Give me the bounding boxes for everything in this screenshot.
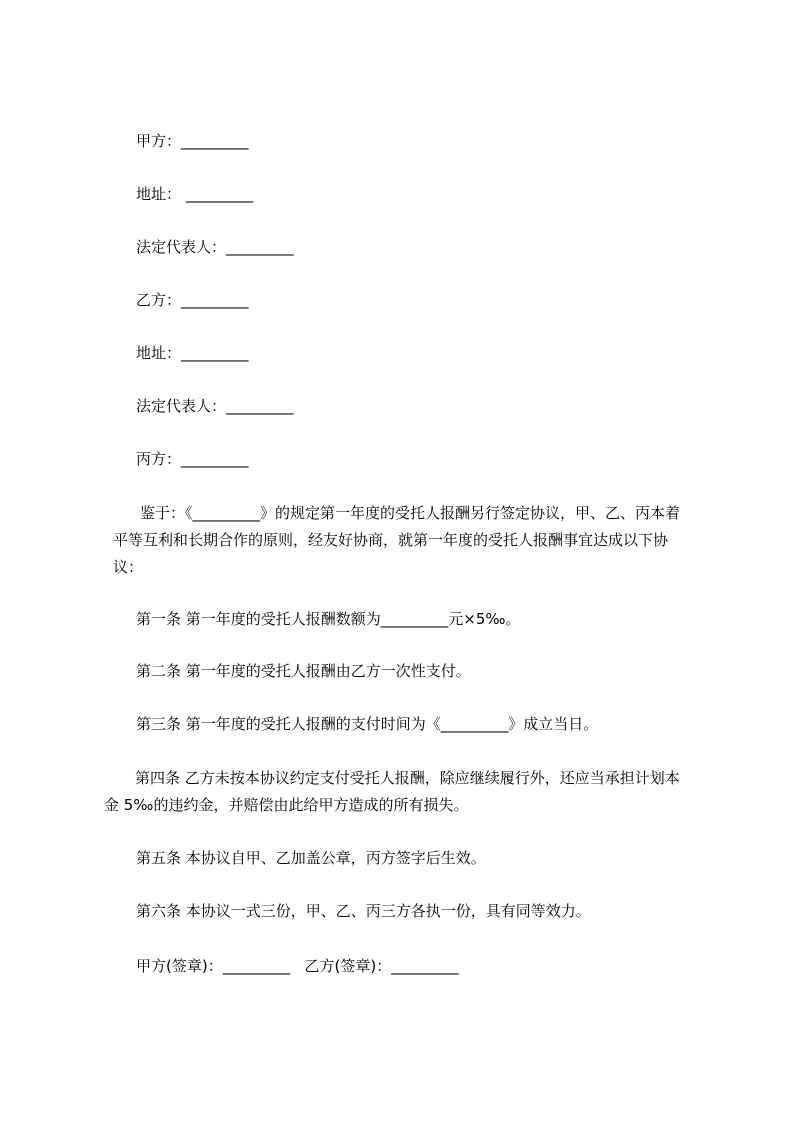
party-a-line: 甲方：_________ [136,132,249,150]
article-2: 第二条 第一年度的受托人报酬由乙方一次性支付。 [136,662,471,680]
article-6: 第六条 本协议一式三份，甲、乙、丙三方各执一份，具有同等效力。 [136,902,591,920]
preamble-paragraph: 鉴于：《_________》的规定第一年度的受托人报酬另行签定协议，甲、乙、丙本着平等互利和长期合作的原则，经友好协商，就第一年度的受托人报酬事宜达成以下协议： [113,504,681,576]
article-1: 第一条 第一年度的受托人报酬数额为_________元×5‰。 [136,610,521,628]
signature-line: 甲方(签章)：_________ 乙方(签章)：_________ [136,957,459,975]
address-a-line: 地址： _________ [136,185,254,203]
article-5: 第五条 本协议自甲、乙加盖公章，丙方签字后生效。 [136,849,486,867]
party-b-line: 乙方：_________ [136,291,249,309]
representative-b-line: 法定代表人：_________ [136,397,294,415]
article-4: 第四条 乙方未按本协议约定支付受托人报酬，除应继续履行外，还应当承担计划本金 5‰的违约金，并赔偿由此给甲方造成的所有损失。 [104,769,680,814]
article-3: 第三条 第一年度的受托人报酬的支付时间为《_________》成立当日。 [136,715,599,733]
address-b-line: 地址：_________ [136,344,249,362]
representative-a-line: 法定代表人：_________ [136,238,294,256]
party-c-line: 丙方：_________ [136,450,249,468]
